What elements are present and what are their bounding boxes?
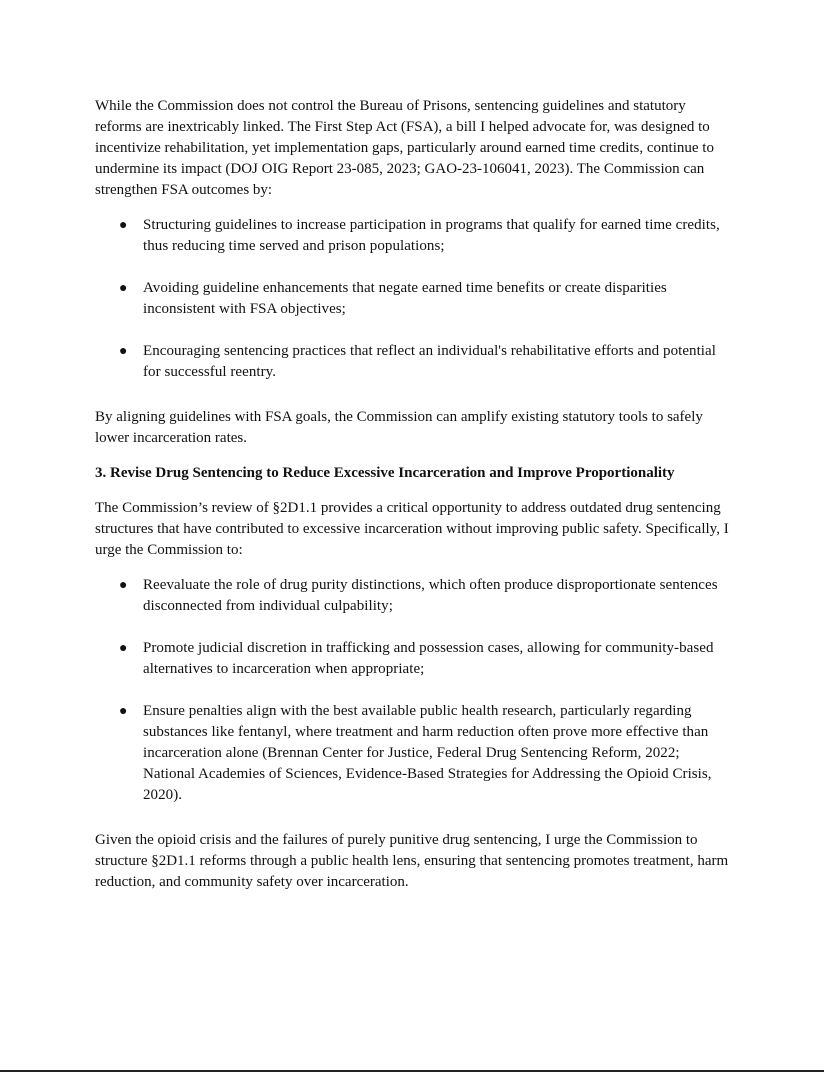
fsa-conclusion-paragraph: By aligning guidelines with FSA goals, the Commission can amplify existing statutory tools to safely lower incarceration rates. bbox=[95, 409, 703, 446]
closing-paragraph: Given the opioid crisis and the failures of purely punitive drug sentencing, I urge the Commission to structure §2D1.1 reforms through a public health lens, ensuring that sentencing promotes treatment, harm reduction, and community safety over incarceration. bbox=[95, 832, 729, 890]
intro-paragraph: While the Commission does not control the Bureau of Prisons, sentencing guidelines and statutory reforms are inextricably linked. The First Step Act (FSA), a bill I helped advocate for, was designed to incentivize rehabilitation, yet implementation gaps, particularly around earned time credits, continue to undermine its impact (DOJ OIG Report 23-085, 2023; GAO-23-106041, 2023). The Commission can strengthen FSA outcomes by: bbox=[95, 98, 714, 198]
bullet-icon: ● bbox=[119, 281, 128, 296]
list-item bbox=[95, 638, 735, 680]
bullet-icon: ● bbox=[119, 344, 128, 359]
list-item-text: Structuring guidelines to increase participation in programs that qualify for earned time credits, thus reducing time served and prison populations; bbox=[143, 217, 720, 254]
list-item bbox=[95, 575, 735, 617]
list-item-text: Promote judicial discretion in trafficking and possession cases, allowing for community-based alternatives to incarceration when appropriate; bbox=[143, 640, 714, 677]
list-item-text: Encouraging sentencing practices that reflect an individual's rehabilitative efforts and potential for successful reentry. bbox=[143, 343, 716, 380]
list-item bbox=[95, 341, 735, 383]
list-item bbox=[95, 701, 735, 806]
list-item-text: Ensure penalties align with the best available public health research, particularly regarding substances like fentanyl, where treatment and harm reduction often prove more effective than incarceration alone (Brennan Center for Justice, Federal Drug Sentencing Reform, 2022; National Academies of Sciences, Evidence-Based Strategies for Addressing the Opioid Crisis, 2020). bbox=[143, 703, 712, 803]
section-heading: 3. Revise Drug Sentencing to Reduce Excessive Incarceration and Improve Proportionality bbox=[95, 465, 675, 481]
list-item bbox=[95, 215, 735, 257]
bullet-icon: ● bbox=[119, 704, 128, 719]
bullet-icon: ● bbox=[119, 578, 128, 593]
drug-bullet-list bbox=[95, 575, 735, 806]
drug-sentencing-paragraph: The Commission’s review of §2D1.1 provides a critical opportunity to address outdated drug sentencing structures that have contributed to excessive incarceration without improving public safety. Specifically, I urge the Commission to: bbox=[95, 500, 729, 558]
list-item-text: Avoiding guideline enhancements that negate earned time benefits or create disparities inconsistent with FSA objectives; bbox=[143, 280, 667, 317]
fsa-bullet-list bbox=[95, 215, 735, 383]
list-item bbox=[95, 278, 735, 320]
document-body bbox=[95, 96, 735, 907]
bullet-icon: ● bbox=[119, 641, 128, 656]
bullet-icon: ● bbox=[119, 218, 128, 233]
list-item-text: Reevaluate the role of drug purity distinctions, which often produce disproportionate sentences disconnected from individual culpability; bbox=[143, 577, 718, 614]
